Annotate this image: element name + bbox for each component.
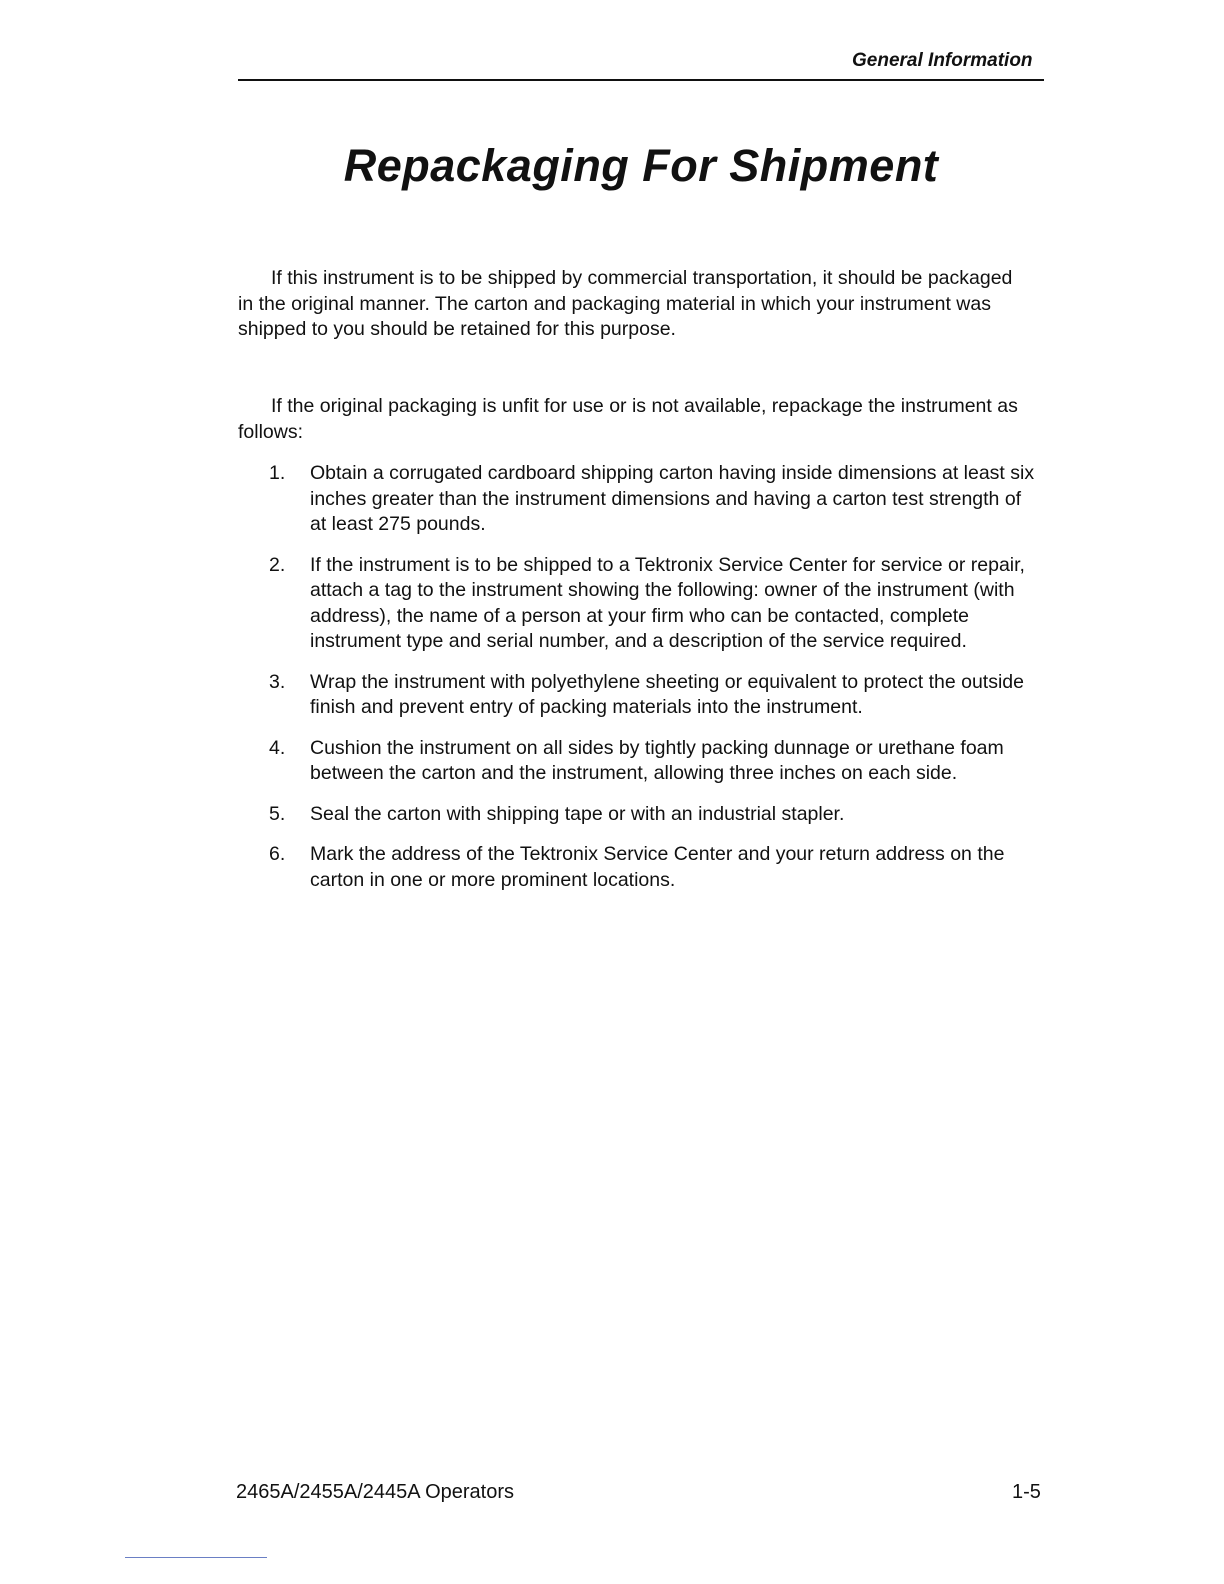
step-number: 5. bbox=[269, 802, 286, 825]
step-text: Mark the address of the Tektronix Service Center and your return address on the carton in one or more prominent locations. bbox=[310, 843, 1005, 891]
step-4 bbox=[238, 736, 1038, 787]
step-6 bbox=[238, 842, 1038, 893]
footnote-divider bbox=[125, 1557, 267, 1558]
step-text: Obtain a corrugated cardboard shipping carton having inside dimensions at least six inches greater than the instrument dimensions and having a carton test strength of at least 275 pounds. bbox=[310, 462, 1035, 535]
running-header-section: General Information bbox=[852, 50, 1033, 71]
step-3 bbox=[238, 670, 1038, 721]
footer-page-number: 1-5 bbox=[1012, 1481, 1041, 1503]
step-5 bbox=[238, 802, 1038, 828]
step-1 bbox=[238, 461, 1038, 538]
step-2 bbox=[238, 553, 1038, 655]
step-number: 6. bbox=[269, 843, 286, 865]
repackaging-steps-list bbox=[238, 461, 1038, 908]
step-number: 4. bbox=[269, 736, 286, 759]
step-text: Cushion the instrument on all sides by tightly packing dunnage or urethane foam between the carton and the instrument, allowing three inches on each side. bbox=[310, 736, 1004, 784]
intro-paragraph: If this instrument is to be shipped by commercial transportation, it should be packaged in the original manner. The carton and packaging material in which your instrument was shipped to you should be retained for this purpose. bbox=[238, 267, 1013, 340]
footer-manual-title: 2465A/2455A/2445A Operators bbox=[236, 1481, 514, 1503]
step-number: 1. bbox=[269, 462, 286, 484]
instructions-paragraph: If the original packaging is unfit for use or is not available, repackage the instrument as follows: bbox=[238, 395, 1018, 443]
step-number: 3. bbox=[269, 670, 286, 693]
step-text: Seal the carton with shipping tape or with an industrial stapler. bbox=[310, 802, 845, 825]
step-text: If the instrument is to be shipped to a Tektronix Service Center for service or repair, attach a tag to the instrument showing the following: owner of the instrument (with address), the name of a person at your firm who can be contacted, complete instrument type and serial number, and a description of the service required. bbox=[310, 553, 1025, 652]
step-text: Wrap the instrument with polyethylene sheeting or equivalent to protect the outside finish and prevent entry of packing materials into the instrument. bbox=[310, 670, 1024, 718]
step-number: 2. bbox=[269, 553, 286, 576]
header-divider bbox=[238, 79, 1044, 81]
page-title: Repackaging For Shipment bbox=[343, 140, 939, 191]
